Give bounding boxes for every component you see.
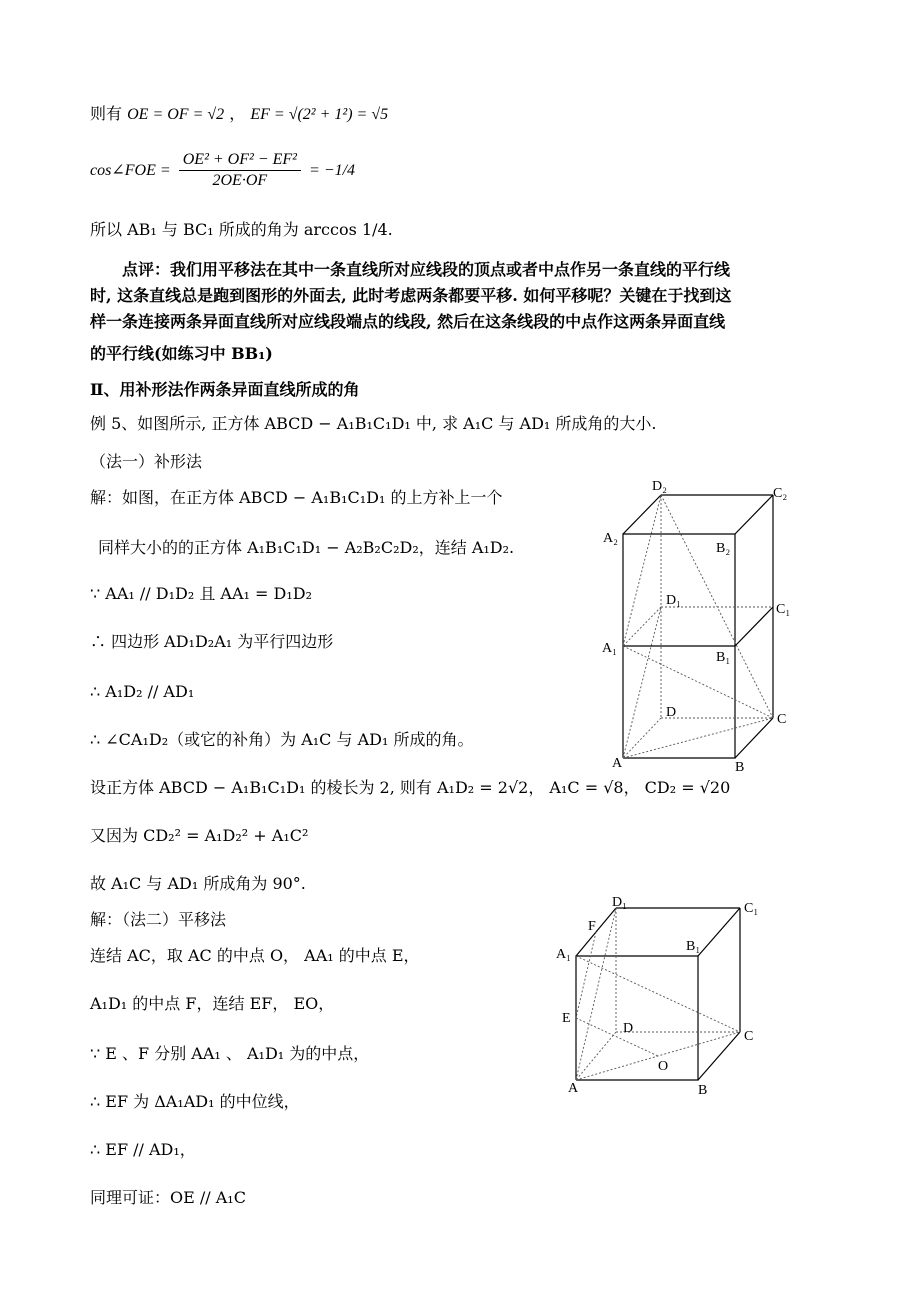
label-a1: A₁ [556,947,571,962]
method-2-line-3: ∵ E 、F 分别 AA₁ 、 A₁D₁ 为的中点， [90,1044,370,1063]
label-b1: B₁ [716,650,731,665]
solution-line-3: ∵ AA₁ // D₁D₂ 且 AA₁ = D₁D₂ [90,584,312,603]
label-b: B [735,760,745,775]
cos-denominator: 2OE·OF [212,172,268,189]
comment-line-4: 的平行线(如练习中 BB₁) [90,344,273,363]
solution-line-8: 又因为 CD₂² = A₁D₂² + A₁C² [90,826,309,845]
comment-line-1: 点评：我们用平移法在其中一条直线所对应线段的顶点或者中点作另一条直线的平行线 [122,260,731,279]
cos-lhs: cos∠FOE = [90,162,171,179]
solution-line-4: ∴ 四边形 AD₁D₂A₁ 为平行四边形 [90,632,334,651]
angle-conclusion: 所以 AB₁ 与 BC₁ 所成的角为 arccos 1/4. [90,220,393,239]
method-2-line-2: A₁D₁ 的中点 F，连结 EF， EO， [90,994,335,1013]
label-d: D [666,705,677,720]
label-a2: A₂ [603,531,618,546]
label-d2: D₂ [652,479,667,494]
label-a1: A₁ [602,641,617,656]
cosine-formula [90,150,355,191]
label-e: E [562,1011,571,1026]
figure-stacked-cubes [590,470,810,780]
label-c2: C₂ [773,486,788,501]
label-c1: C₁ [744,901,759,916]
label-b: B [698,1083,708,1098]
comment-line-2: 时, 这条直线总是跑到图形的外面去, 此时考虑两条都要平移. 如何平移呢？关键在于找到这 [90,286,732,305]
equation-oe-of: OE = OF = √2 [127,106,225,123]
cos-rhs: = −1/4 [309,162,356,179]
label-a: A [568,1081,579,1096]
solution-line-6: ∴ ∠CA₁D₂（或它的补角）为 A₁C 与 AD₁ 所成的角。 [90,730,474,749]
method-1-heading: （法一）补形法 [90,452,203,471]
solution-line-5: ∴ A₁D₂ // AD₁ [90,682,195,701]
section-heading: Ⅱ、用补形法作两条异面直线所成的角 [90,380,360,399]
method-2-heading: 解：（法二）平移法 [90,910,227,929]
label-c: C [744,1029,754,1044]
figure-cube-translation [548,890,778,1100]
solution-line-7: 设正方体 ABCD − A₁B₁C₁D₁ 的棱长为 2, 则有 A₁D₂ = 2√2， A₁C = √8， CD₂ = √20 [90,778,731,797]
cos-numerator: OE² + OF² − EF² [179,150,301,171]
label-c: C [777,712,787,727]
method-2-line-5: ∴ EF // AD₁， [90,1140,196,1159]
solution-line-1: 解：如图，在正方体 ABCD − A₁B₁C₁D₁ 的上方补上一个 [90,488,503,507]
example-5-statement: 例 5、如图所示, 正方体 ABCD − A₁B₁C₁D₁ 中, 求 A₁C 与 AD₁ 所成角的大小. [90,414,657,433]
comment-line-3: 样一条连接两条异面直线所对应线段端点的线段, 然后在这条线段的中点作这两条异面直线 [90,312,726,331]
text-prefix: 则有 [90,104,123,123]
label-o: O [658,1059,669,1074]
method-2-line-6: 同理可证：OE // A₁C [90,1188,246,1207]
solution-line-2: 同样大小的的正方体 A₁B₁C₁D₁ − A₂B₂C₂D₂，连结 A₁D₂. [98,538,515,557]
label-c1: C₁ [776,602,791,617]
equation-ef: EF = √(2² + 1²) = √5 [250,106,389,123]
label-a: A [612,756,623,771]
label-b2: B₂ [716,541,731,556]
label-d1: D₁ [612,895,627,910]
method-2-line-4: ∴ EF 为 ΔA₁AD₁ 的中位线， [90,1092,300,1111]
result-line-oe-of-ef: 则有 OE = OF = √2 ， EF = √(2² + 1²) = √5 [90,104,389,123]
method-2-line-1: 连结 AC，取 AC 的中点 O， AA₁ 的中点 E， [90,946,420,965]
label-f: F [588,919,596,934]
label-d1: D₁ [666,593,681,608]
solution-line-9: 故 A₁C 与 AD₁ 所成角为 90°. [90,874,306,893]
label-b1: B₁ [686,939,701,954]
cos-fraction [179,150,301,191]
label-d: D [623,1021,634,1036]
